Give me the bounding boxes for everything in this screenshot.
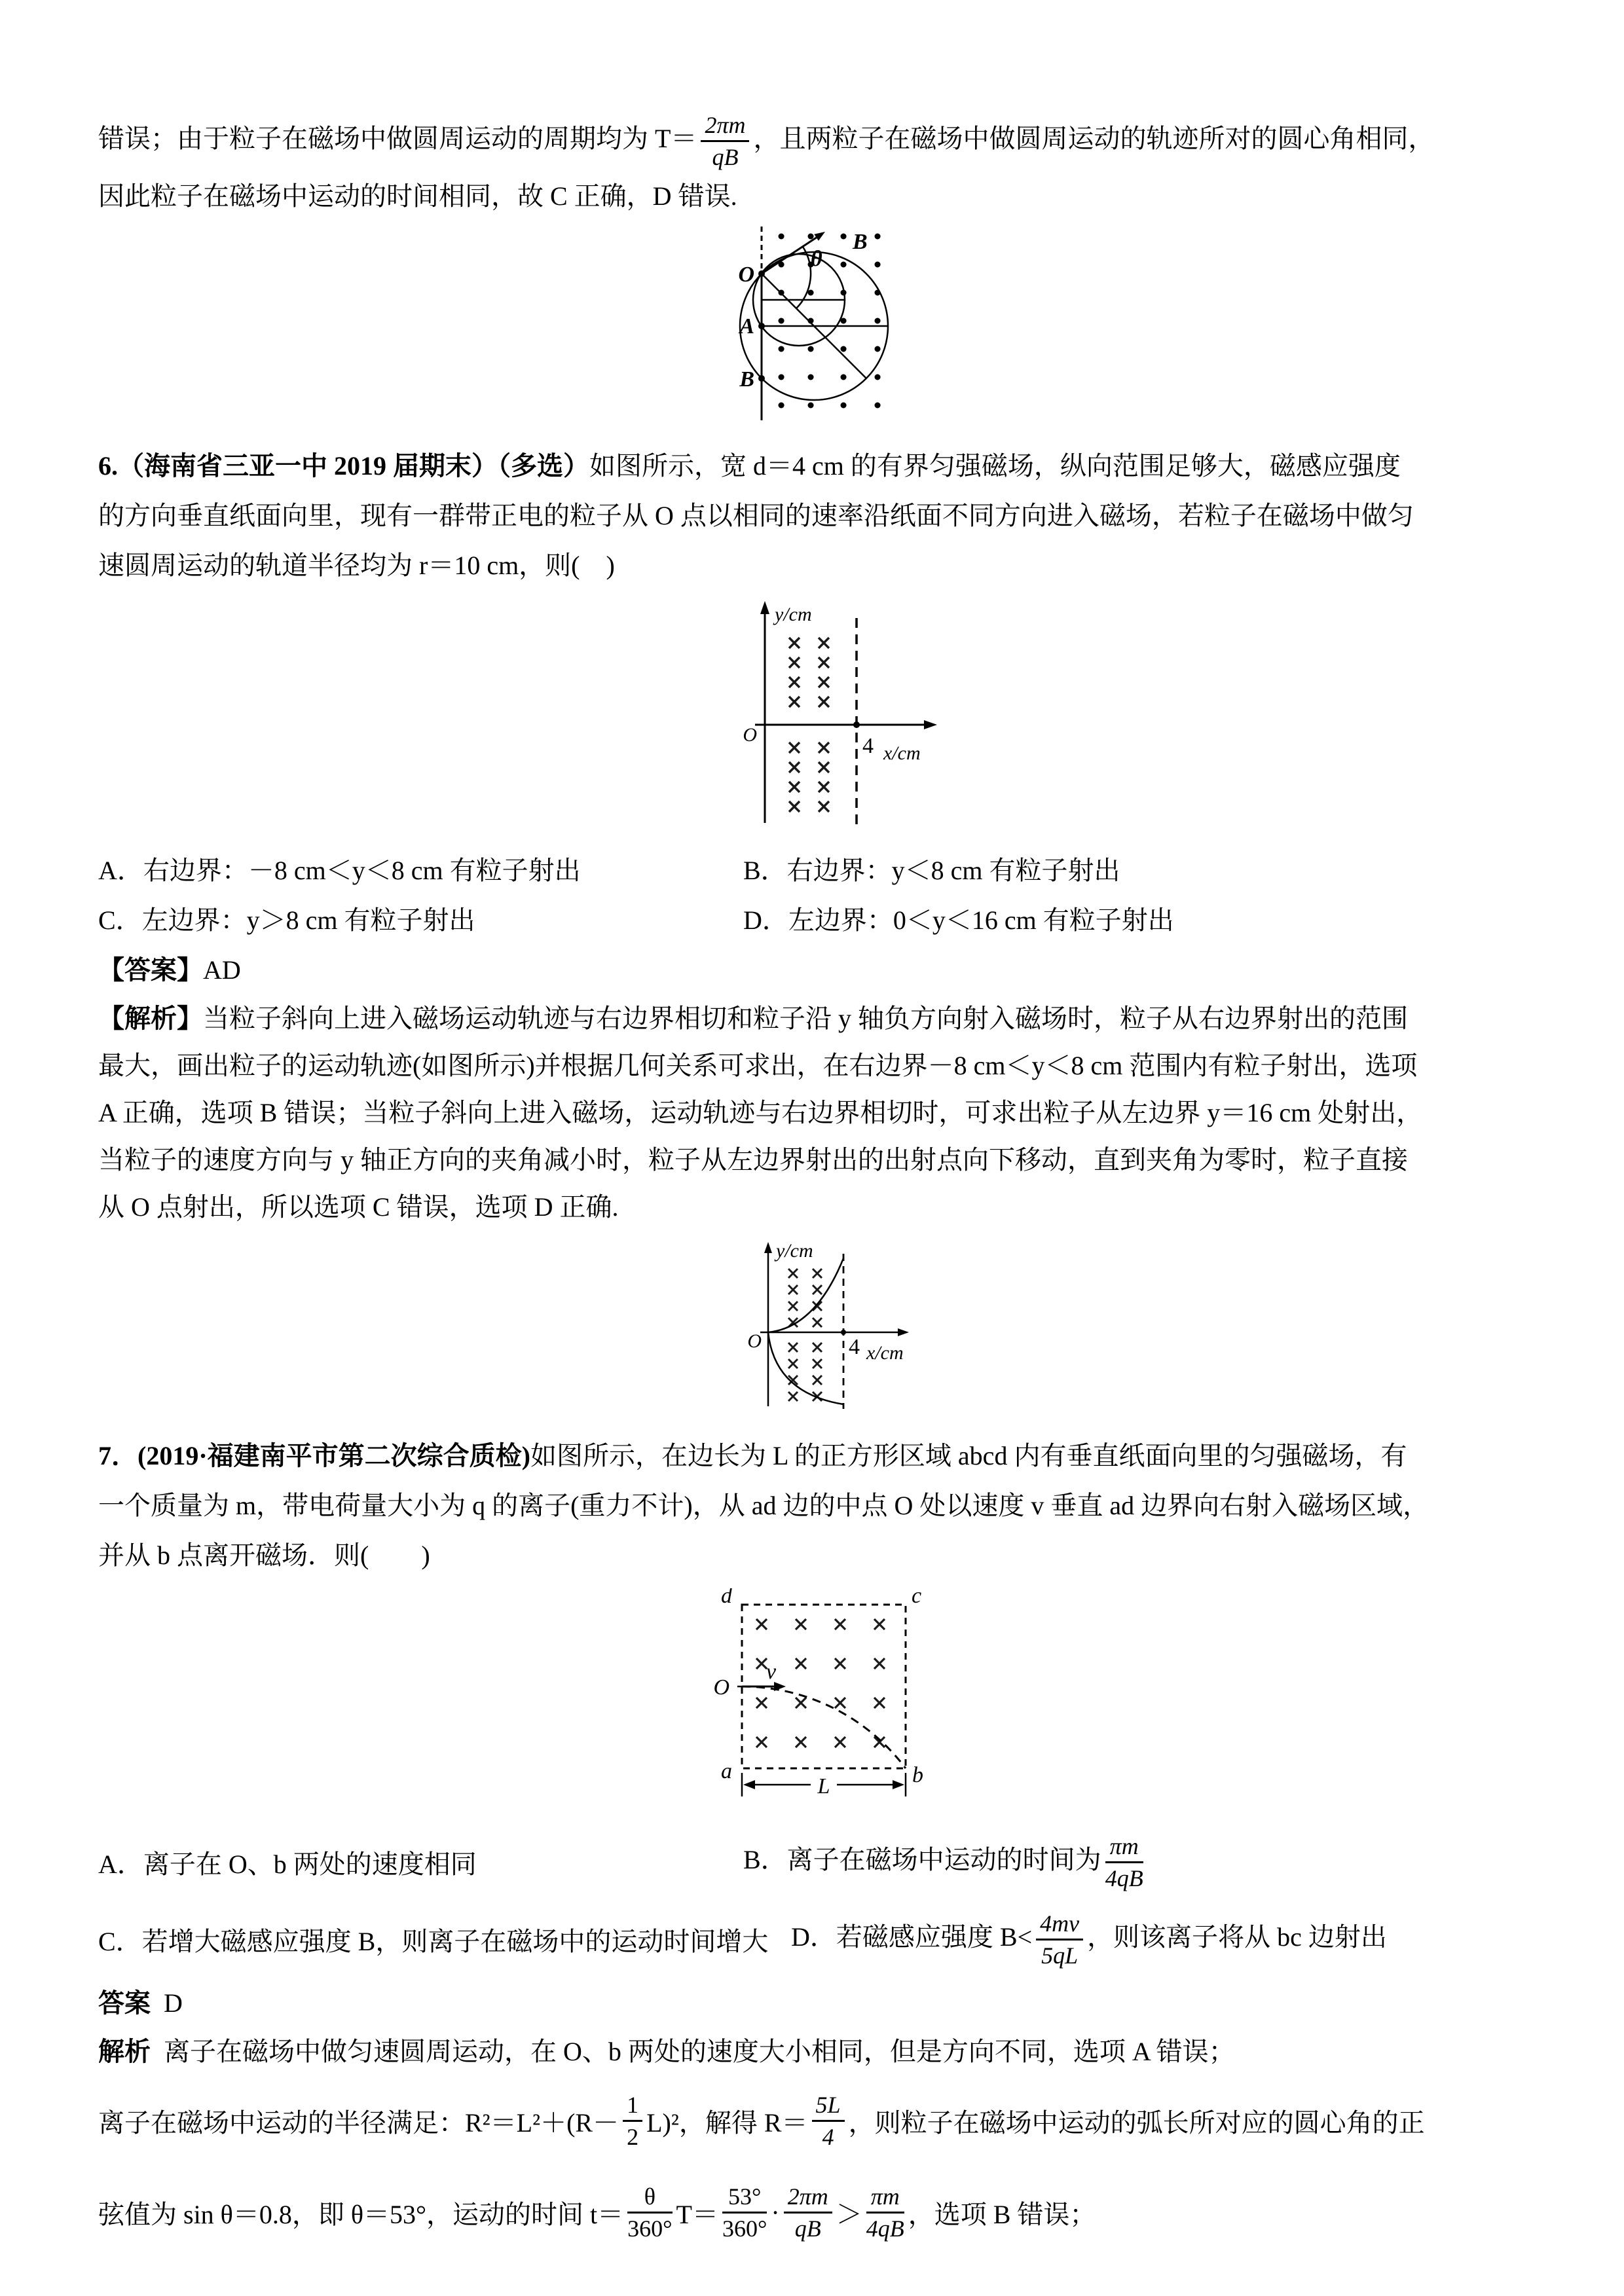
label-corner-d: d [720,1588,732,1608]
boundary-tick-dot [841,1330,846,1335]
solution-paragraph [98,995,1529,1231]
solution-text: T＝ [676,2200,718,2230]
label-side-L: L [817,1774,830,1798]
text-line: 因此粒子在磁场中运动的时间相同，故 C 正确，D 错误. [98,181,737,211]
option-d [791,1910,1387,1970]
solution-text: ，则粒子在磁场中运动的弧长所对应的圆心角的正 [848,2108,1425,2138]
fraction-pim-4qB: $\frac{\pi m}{4qB}$ [866,2183,904,2242]
label-x-axis: x/cm [883,742,921,764]
multiplication-dot: · [771,2198,780,2228]
solution-text: ，选项 B 错误； [908,2200,1096,2230]
text-line: 的方向垂直纸面向里，现有一群带正电的粒子从 O 点以相同的速率沿纸面不同方向进入磁场，若粒子在磁场中做匀 [98,500,1414,530]
field-out-of-page-dots [781,236,877,405]
answer-value: D [164,1988,183,2018]
figure4-svg [693,1588,935,1804]
question-source: 7．(2019·福建南平市第二次综合质检) [98,1440,530,1470]
solution-text: ，且两粒子在磁场中做圆周运动的轨迹所对的圆心角相同， [753,124,1435,154]
text-line [98,441,1529,491]
option-a: A．右边界：－8 cm＜y＜8 cm 有粒子射出 [98,855,581,885]
label-corner-b: b [912,1762,923,1787]
figure-field-out-of-page [98,227,1529,429]
options-row-cd [98,896,1529,945]
fraction-2pim-qB: $\frac{2\pi m}{qB}$ [701,111,749,172]
boundary-tick-dot [853,721,860,728]
label-entry-O: O [712,1675,729,1700]
text-line: 最大，画出粒子的运动轨迹(如图所示)并根据几何关系可求出，在右边界－8 cm＜y＜8 cm 范围内有粒子射出，选项 [98,1050,1418,1080]
option-b-text: B．离子在磁场中运动的时间为 [743,1845,1101,1875]
solution-text: 弦值为 sin θ＝0.8，即 θ＝53°，运动的时间 t＝ [98,2200,624,2230]
velocity-arrowhead [814,232,825,241]
question-7 [98,1431,1529,2259]
solution-text: L)²，解得 R＝ [646,2108,808,2138]
label-origin: O [742,723,757,746]
label-B-point: B [739,367,754,392]
lower-trajectory-arc [768,1332,843,1404]
greater-than-sign: ＞ [836,2200,862,2230]
x-axis-arrowhead [924,720,937,729]
label-y-axis: y/cm [774,603,812,625]
dimension-arrowhead-right [893,1780,904,1789]
options-row-cd [98,1901,1529,1978]
label-corner-a: a [720,1758,732,1783]
figure2-svg [690,597,938,833]
fraction-4mv-5qL: $\frac{4mv}{5qL}$ [1036,1910,1083,1970]
label-corner-c: c [911,1588,921,1608]
text-line [98,995,1529,1042]
solution-text: 当粒子斜向上进入磁场运动轨迹与右边界相切和粒子沿 y 轴负方向射入磁场时，粒子从右边界射出的范围 [203,1003,1408,1033]
y-axis-arrowhead [760,601,769,614]
question-source: 6.（海南省三亚一中 2019 届期末）（多选） [98,450,589,481]
text-line [98,1431,1529,1481]
fraction-1-2: $\frac{1}{2}$ [623,2091,642,2151]
upper-trajectory-arc [768,1258,843,1332]
answer-line [98,1978,1529,2028]
solution-line-3 [98,2167,1529,2259]
answer-value: AD [203,955,241,985]
solution-text: 错误；由于粒子在磁场中做圆周运动的周期均为 T＝ [98,124,697,154]
option-d-text: ，则该离子将从 bc 边射出 [1087,1922,1387,1952]
field-into-page-marks [788,1269,822,1401]
text-line: 并从 b 点离开磁场．则( ) [98,1540,430,1570]
solution-line-2 [98,2075,1529,2167]
label-O: O [737,262,754,287]
dimension-arrowhead-left [743,1780,755,1789]
options-row-ab [98,846,1529,896]
label-tick-4: 4 [862,733,874,758]
figure-q7-square-field [98,1588,1529,1811]
text-line: 从 O 点射出，所以选项 C 错误，选项 D 正确. [98,1192,619,1222]
solution-label: 解析 [98,2036,151,2066]
option-c: C．左边界：y＞8 cm 有粒子射出 [98,905,475,935]
fraction-theta-360: $\frac{\theta}{360^\circ}$ [627,2183,673,2242]
answer-label: 【答案】 [98,955,203,985]
text-line: 速圆周运动的轨道半径均为 r＝10 cm，则( ) [98,550,615,580]
fraction-2pim-qB: $\frac{2\pi m}{qB}$ [784,2183,832,2243]
option-b [743,1832,1147,1893]
option-c: C．若增大磁感应强度 B，则离子在磁场中的运动时间增大 [98,1927,769,1957]
figure1-svg [726,227,902,423]
option-b: B．右边界：y＜8 cm 有粒子射出 [743,855,1120,885]
label-x-axis: x/cm [866,1341,904,1364]
label-A: A [739,314,754,338]
label-y-axis: y/cm [775,1239,813,1262]
figure3-svg [709,1237,919,1414]
text-line [98,111,1529,172]
option-d: D．左边界：0＜y＜16 cm 有粒子射出 [743,905,1174,935]
text-line: A 正确，选项 B 错误；当粒子斜向上进入磁场，运动轨迹与右边界相切时，可求出粒子从左边界 y＝16 cm 处射出， [98,1097,1423,1127]
text-line: 当粒子的速度方向与 y 轴正方向的夹角减小时，粒子从左边界射出的出射点向下移动，直到夹角为零时，粒子直接 [98,1144,1408,1175]
question-text: 如图所示，在边长为 L 的正方形区域 abcd 内有垂直纸面向里的匀强磁场，有 [530,1440,1407,1470]
y-axis-arrowhead [764,1242,772,1253]
fraction-pim-4qB: $\frac{\pi m}{4qB}$ [1105,1832,1143,1892]
label-tick-4: 4 [848,1334,860,1359]
answer-line [98,945,1529,995]
x-axis-arrowhead [898,1328,909,1336]
prev-solution-paragraph [98,111,1529,221]
option-d-text: D．若磁感应强度 B< [791,1922,1033,1952]
question-6 [98,441,1529,1421]
figure-q6-field-strip [98,597,1529,839]
solution-line-1 [98,2028,1529,2075]
label-origin: O [747,1330,762,1352]
label-B-field: B [852,229,868,254]
label-velocity-v: v [766,1659,776,1684]
question-text: 如图所示，宽 d＝4 cm 的有界匀强磁场，纵向范围足够大，磁感应强度 [589,450,1401,481]
solution-label: 【解析】 [98,1003,203,1033]
fraction-53-360: $\frac{53^\circ}{360^\circ}$ [722,2183,767,2242]
fraction-5L-4: $\frac{5L}{4}$ [812,2091,845,2151]
solution-text: 离子在磁场中做匀速圆周运动，在 O、b 两处的速度大小相同，但是方向不同，选项 A 错误； [164,2036,1235,2066]
text-line: 一个质量为 m，带电荷量大小为 q 的离子(重力不计)，从 ad 边的中点 O 处以速度 v 垂直 ad 边界向右射入磁场区域， [98,1490,1430,1520]
label-theta: θ [810,246,822,271]
figure-q6-trajectories [98,1237,1529,1421]
solution-text: 离子在磁场中运动的半径满足：R²＝L²＋(R－ [98,2108,619,2138]
options-row-ab [98,1824,1529,1901]
option-a: A．离子在 O、b 两处的速度相同 [98,1850,477,1880]
answer-label: 答案 [98,1988,151,2018]
